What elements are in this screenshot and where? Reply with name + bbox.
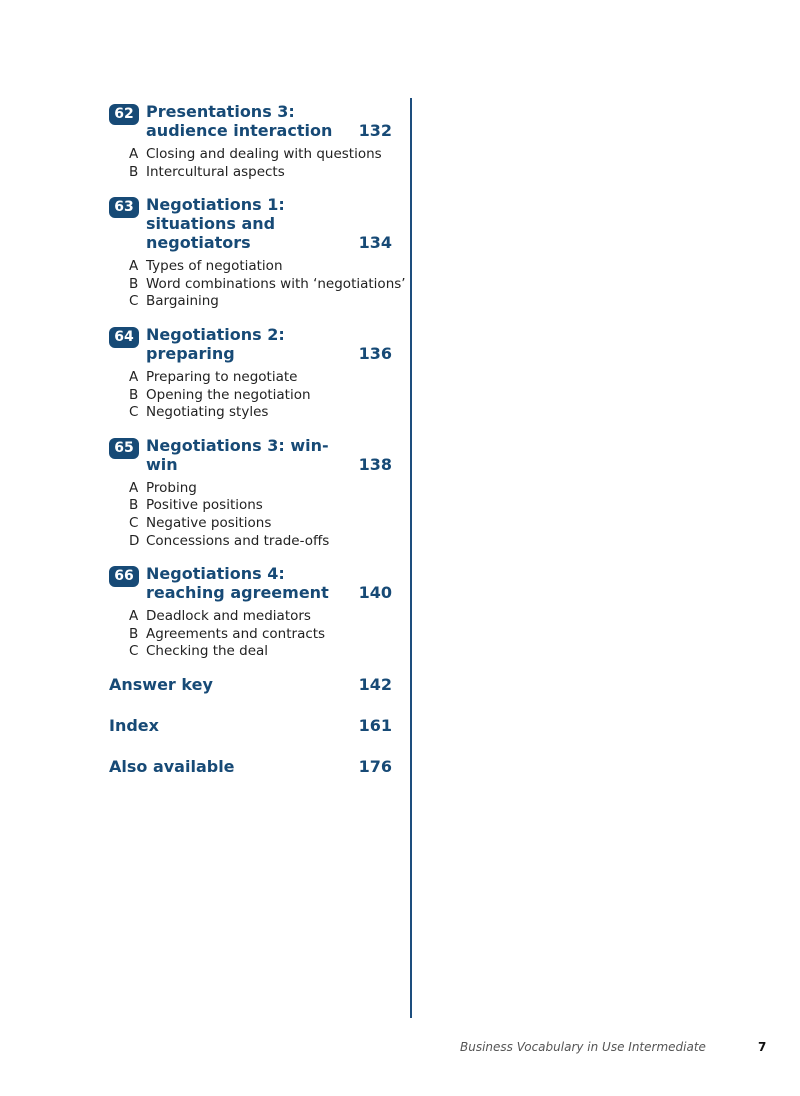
unit-entry-65 bbox=[109, 436, 392, 550]
section-text: Bargaining bbox=[146, 293, 219, 310]
section-item bbox=[129, 387, 392, 405]
section-letter: A bbox=[129, 146, 139, 162]
contents-column bbox=[109, 102, 406, 798]
section-letter: B bbox=[129, 625, 139, 642]
unit-number-badge: 64 bbox=[109, 327, 139, 348]
section-letter: D bbox=[129, 532, 140, 549]
section-text: Probing bbox=[146, 479, 197, 496]
unit-title: Negotiations 1: situations and negotiators bbox=[146, 195, 285, 253]
section-text: Negotiating styles bbox=[146, 404, 269, 421]
extra-title: Answer key bbox=[109, 674, 213, 694]
unit-entry-66 bbox=[109, 564, 392, 661]
unit-page-number: 138 bbox=[358, 454, 392, 474]
unit-number-badge: 62 bbox=[109, 104, 139, 125]
section-text: Checking the deal bbox=[146, 643, 269, 660]
section-list bbox=[109, 480, 392, 550]
section-letter: B bbox=[129, 497, 139, 514]
unit-title: Negotiations 3: win-win bbox=[146, 435, 329, 474]
section-item bbox=[129, 515, 392, 533]
section-item bbox=[129, 608, 392, 626]
section-text: Positive positions bbox=[146, 497, 263, 514]
unit-heading bbox=[109, 325, 392, 363]
extra-page-number: 161 bbox=[358, 715, 392, 735]
unit-heading bbox=[109, 102, 392, 140]
section-letter: C bbox=[129, 514, 139, 531]
unit-page-number: 132 bbox=[358, 121, 392, 140]
unit-entry-62 bbox=[109, 102, 392, 181]
section-item bbox=[129, 533, 392, 551]
section-item bbox=[129, 497, 392, 515]
extra-page-number: 142 bbox=[358, 674, 392, 694]
section-text: Concessions and trade-offs bbox=[146, 532, 330, 549]
section-item bbox=[129, 626, 392, 644]
section-list bbox=[109, 608, 392, 661]
unit-title: Negotiations 2: preparing bbox=[146, 324, 285, 363]
section-text: Deadlock and mediators bbox=[146, 608, 311, 625]
section-item bbox=[129, 404, 392, 422]
unit-heading bbox=[109, 564, 392, 602]
also-available-entry bbox=[109, 757, 392, 798]
index-entry bbox=[109, 716, 392, 757]
section-item bbox=[129, 369, 392, 387]
unit-number-badge: 65 bbox=[109, 438, 139, 459]
section-list bbox=[109, 258, 406, 311]
section-text: Agreements and contracts bbox=[146, 625, 326, 642]
section-list bbox=[109, 369, 392, 422]
section-item bbox=[129, 164, 392, 182]
column-divider bbox=[410, 98, 412, 1018]
section-text: Closing and dealing with questions bbox=[146, 146, 382, 162]
section-item bbox=[129, 146, 392, 164]
section-letter: A bbox=[129, 479, 139, 496]
section-text: Negative positions bbox=[146, 514, 272, 531]
section-text: Intercultural aspects bbox=[146, 163, 285, 180]
section-item bbox=[129, 275, 406, 294]
section-text: Word combinations with ‘negotiations’ bbox=[146, 275, 406, 292]
section-letter: A bbox=[129, 258, 139, 275]
unit-page-number: 136 bbox=[358, 343, 392, 363]
section-item bbox=[129, 293, 392, 311]
section-item bbox=[129, 643, 392, 661]
section-text: Opening the negotiation bbox=[146, 386, 311, 403]
section-list bbox=[109, 146, 392, 181]
unit-number-badge: 63 bbox=[109, 197, 139, 218]
section-letter: C bbox=[129, 404, 139, 421]
unit-entry-64 bbox=[109, 325, 392, 422]
answer-key-entry bbox=[109, 675, 392, 716]
section-item bbox=[129, 480, 392, 498]
section-letter: A bbox=[129, 368, 139, 385]
unit-page-number: 134 bbox=[358, 233, 392, 253]
extra-title: Index bbox=[109, 715, 159, 735]
unit-title: Presentations 3: audience interaction bbox=[146, 102, 333, 140]
section-letter: C bbox=[129, 643, 139, 660]
footer-book-title: Business Vocabulary in Use Intermediate bbox=[460, 1040, 706, 1054]
section-letter: C bbox=[129, 293, 139, 310]
unit-page-number: 140 bbox=[358, 583, 392, 603]
footer-page-number: 7 bbox=[758, 1040, 767, 1054]
unit-title: Negotiations 4: reaching agreement bbox=[146, 564, 329, 603]
unit-entry-63 bbox=[109, 195, 406, 311]
extra-page-number: 176 bbox=[358, 756, 392, 776]
section-letter: B bbox=[129, 275, 139, 292]
unit-heading bbox=[109, 436, 392, 474]
section-text: Types of negotiation bbox=[146, 258, 283, 275]
unit-heading bbox=[109, 195, 392, 252]
section-item bbox=[129, 258, 392, 276]
section-letter: A bbox=[129, 608, 139, 625]
section-letter: B bbox=[129, 163, 139, 180]
section-text: Preparing to negotiate bbox=[146, 368, 298, 385]
unit-number-badge: 66 bbox=[109, 566, 139, 587]
section-letter: B bbox=[129, 386, 139, 403]
extra-title: Also available bbox=[109, 756, 235, 776]
